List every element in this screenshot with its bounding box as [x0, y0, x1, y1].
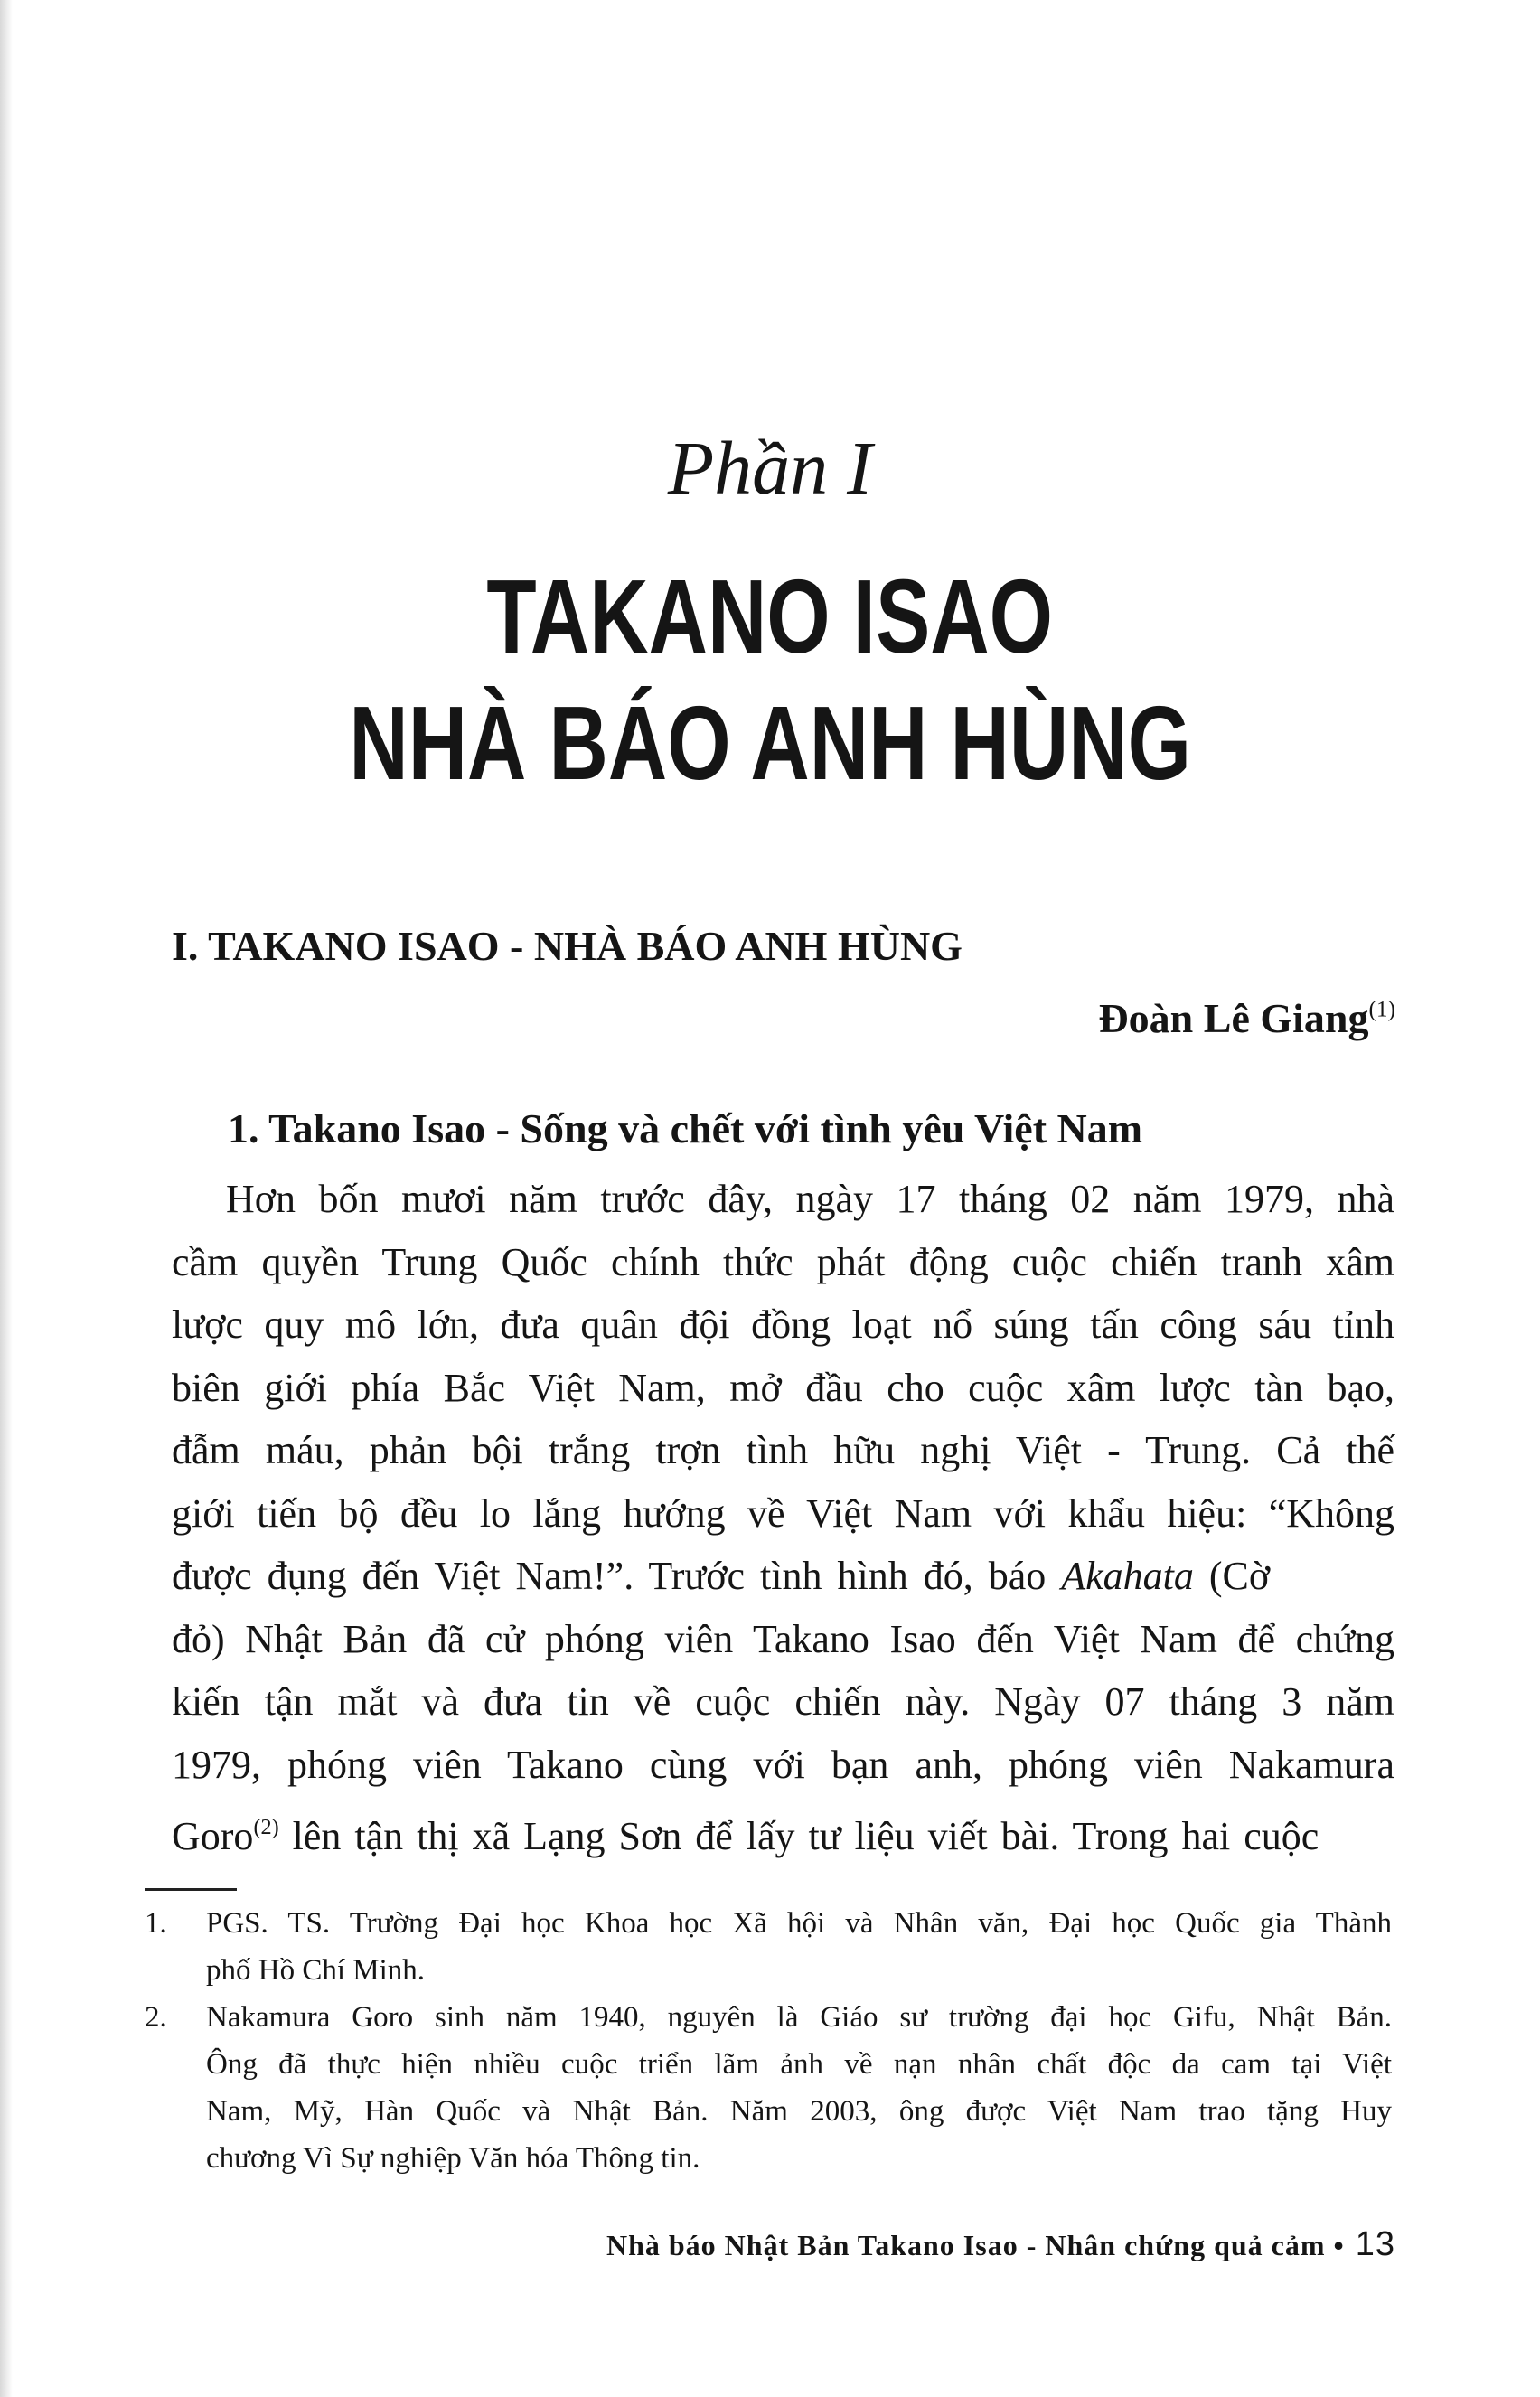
footnote-line: phố Hồ Chí Minh.	[206, 1954, 426, 1987]
running-title: Nhà báo Nhật Bản Takano Isao - Nhân chứng quả cảm •	[606, 2229, 1345, 2261]
author-byline	[1098, 994, 1395, 1042]
body-text	[172, 1168, 1394, 1859]
footnote-line: Nakamura Goro sinh năm 1940, nguyên là Giáo sư trường đại học Gifu, Nhật Bản.	[206, 2001, 1392, 2034]
footnote-ref-2: (2)	[253, 1815, 279, 1839]
body-line	[172, 1168, 1394, 1231]
line-text: Hơn bốn mươi năm trước đây, ngày 17 tháng 02 năm 1979, nhà	[226, 1177, 1394, 1221]
line-text: cầm quyền Trung Quốc chính thức phát động cuộc chiến tranh xâm	[172, 1239, 1394, 1284]
body-line	[172, 1545, 1394, 1608]
line-text: đẫm máu, phản bội trắng trợn tình hữu nghị Việt - Trung. Cả thế	[172, 1428, 1394, 1472]
footnote-line: chương Vì Sự nghiệp Văn hóa Thông tin.	[206, 2142, 700, 2175]
line-text: kiến tận mắt và đưa tin về cuộc chiến này. Ngày 07 tháng 3 năm	[172, 1679, 1394, 1724]
body-line	[172, 1231, 1394, 1294]
newspaper-name: Akahata	[1061, 1554, 1194, 1598]
footnote-1	[145, 1900, 1392, 1994]
line-text: biên giới phía Bắc Việt Nam, mở đầu cho cuộc xâm lược tàn bạo,	[172, 1365, 1394, 1410]
part-label: Phần I	[667, 427, 873, 511]
chapter-title-line-1	[0, 556, 1540, 677]
footnotes	[145, 1900, 1392, 2182]
footnote-ref-1: (1)	[1368, 996, 1395, 1022]
body-line	[172, 1482, 1394, 1546]
line-text: lên tận thị xã Lạng Sơn để lấy tư liệu viết bài. Trong hai cuộc	[292, 1813, 1319, 1858]
body-line	[172, 1293, 1394, 1357]
subheading: 1. Takano Isao - Sống và chết với tình yêu Việt Nam	[228, 1105, 1143, 1152]
line-text: đỏ) Nhật Bản đã cử phóng viên Takano Isao đến Việt Nam để chứng	[172, 1616, 1394, 1661]
line-text: giới tiến bộ đều lo lắng hướng về Việt Nam với khẩu hiệu: “Không	[172, 1490, 1394, 1536]
line-text: 1979, phóng viên Takano cùng với bạn anh, phóng viên Nakamura	[172, 1742, 1394, 1787]
footnote-line: PGS. TS. Trường Đại học Khoa học Xã hội và Nhân văn, Đại học Quốc gia Thành	[206, 1907, 1392, 1940]
body-line	[172, 1734, 1394, 1797]
footnote-2	[145, 1994, 1392, 2182]
running-footer	[606, 2225, 1395, 2264]
body-line	[172, 1670, 1394, 1734]
footnote-line: Ông đã thực hiện nhiều cuộc triển lãm ảnh về nạn nhân chất độc da cam tại Việt	[206, 2048, 1392, 2081]
chapter-title-text: TAKANO ISAO	[486, 558, 1054, 675]
page-edge-shadow	[0, 0, 13, 2397]
body-line	[172, 1608, 1394, 1671]
author-name: Đoàn Lê Giang	[1098, 995, 1369, 1041]
chapter-title-line-2	[0, 682, 1540, 804]
section-heading: I. TAKANO ISAO - NHÀ BÁO ANH HÙNG	[172, 923, 963, 969]
line-text: (Cờ	[1193, 1554, 1271, 1598]
body-line	[172, 1796, 1394, 1859]
chapter-title-text: NHÀ BÁO ANH HÙNG	[349, 684, 1191, 802]
page-number: 13	[1355, 2225, 1395, 2263]
body-line	[172, 1419, 1394, 1482]
line-text: Goro	[172, 1813, 254, 1858]
footnote-number: 1.	[145, 1907, 167, 1940]
footnote-number: 2.	[145, 2001, 167, 2034]
line-text: lược quy mô lớn, đưa quân đội đồng loạt nổ súng tấn công sáu tỉnh	[172, 1302, 1394, 1347]
footnote-line: Nam, Mỹ, Hàn Quốc và Nhật Bản. Năm 2003, ông được Việt Nam trao tặng Huy	[206, 2095, 1392, 2128]
footnote-divider	[145, 1888, 237, 1891]
line-text: được đụng đến Việt Nam!”. Trước tình hình đó, báo	[172, 1554, 1062, 1598]
body-line	[172, 1357, 1394, 1420]
